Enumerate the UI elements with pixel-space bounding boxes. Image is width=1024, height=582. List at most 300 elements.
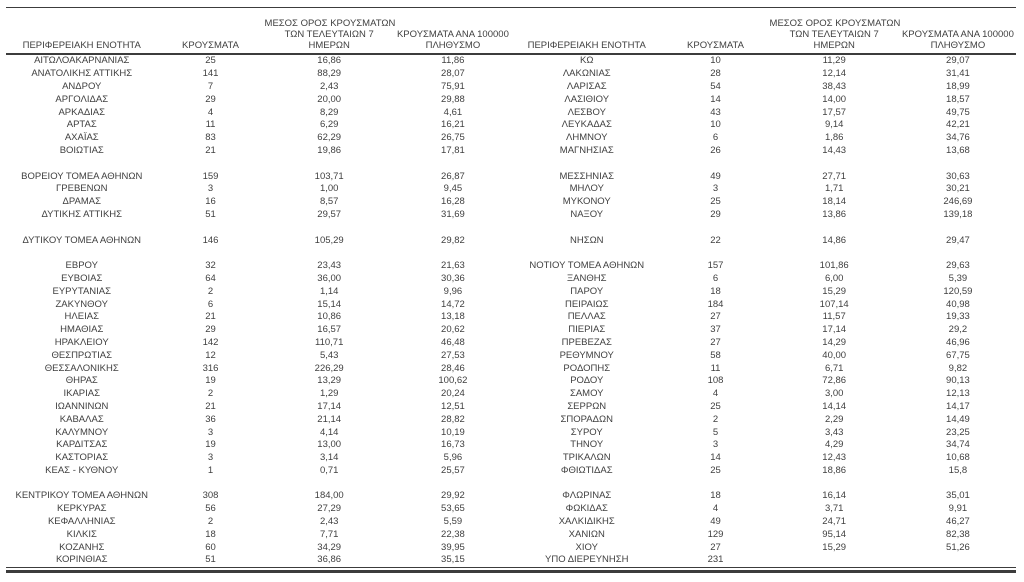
- region-cell: ΞΑΝΘΗΣ: [567, 272, 607, 284]
- avg7-cell: 3,43: [824, 426, 844, 438]
- avg7-cell: 17,14: [822, 324, 847, 336]
- per100k-cell: 139,18: [943, 208, 973, 220]
- avg7-cell: 10,86: [317, 311, 342, 323]
- avg7-cell: 19,86: [317, 144, 342, 156]
- avg7-cell: 6,71: [824, 362, 844, 374]
- cases-cell: [158, 477, 264, 490]
- avg7-cell: 110,71: [315, 336, 344, 348]
- table-row: [511, 54, 1016, 68]
- avg7-cell: 17,14: [317, 400, 342, 412]
- avg7-cell: 72,86: [822, 375, 847, 387]
- region-cell: [6, 477, 158, 490]
- cases-cell: 11: [205, 119, 216, 131]
- avg7-cell: 1,00: [319, 183, 339, 195]
- avg7-cell: 23,43: [317, 260, 342, 272]
- table-row: [511, 119, 1016, 132]
- spacer-row: [511, 477, 1016, 490]
- cases-cell: 316: [202, 362, 219, 374]
- region-cell: ΠΙΕΡΙΑΣ: [568, 324, 606, 336]
- avg7-cell: 226,29: [314, 362, 344, 374]
- avg7-cell: 1,71: [824, 183, 844, 195]
- cases-cell: 18: [710, 285, 721, 297]
- table-row: [511, 285, 1016, 298]
- cases-cell: [158, 157, 264, 170]
- avg7-cell: 3,14: [319, 452, 339, 464]
- table-row: [511, 183, 1016, 196]
- region-cell: [6, 221, 158, 234]
- per100k-cell: 12,13: [946, 388, 970, 400]
- table-row: [511, 465, 1016, 478]
- per100k-cell: 21,63: [441, 260, 465, 272]
- table-row: [511, 413, 1016, 426]
- table-row: [511, 106, 1016, 119]
- region-cell: ΛΕΣΒΟΥ: [567, 106, 606, 118]
- region-cell: ΚΕΡΚΥΡΑΣ: [56, 503, 107, 515]
- per100k-cell: 29,88: [441, 93, 465, 105]
- table-row: [511, 439, 1016, 452]
- region-cell: ΚΑΡΔΙΤΣΑΣ: [56, 439, 108, 451]
- avg7-cell: 17,57: [822, 106, 847, 118]
- region-cell: ΚΑΣΤΟΡΙΑΣ: [55, 452, 109, 464]
- table-row: [511, 209, 1016, 222]
- avg7-cell: 62,29: [317, 132, 342, 144]
- table-row: [6, 234, 511, 247]
- table-row: [6, 68, 511, 81]
- table-row: [511, 81, 1016, 94]
- table-row: [6, 273, 511, 286]
- avg7-cell: 101,86: [819, 260, 849, 272]
- avg7-cell: 16,57: [317, 324, 342, 336]
- table-row: [6, 554, 511, 567]
- cases-cell: 51: [205, 208, 216, 220]
- per100k-cell: [395, 477, 511, 490]
- per100k-cell: 31,41: [946, 68, 970, 80]
- region-cell: ΗΜΑΘΙΑΣ: [60, 324, 104, 336]
- region-cell: ΤΗΝΟΥ: [570, 439, 604, 451]
- header-line: ΗΜΕΡΩΝ: [813, 40, 855, 51]
- table-body-left: [6, 54, 511, 567]
- table-row: [6, 452, 511, 465]
- region-cell: ΑΧΑΪΑΣ: [64, 132, 99, 144]
- table-row: [511, 311, 1016, 324]
- per100k-cell: 34,74: [946, 439, 970, 451]
- table-row: [6, 324, 511, 337]
- per100k-cell: 28,07: [441, 68, 465, 80]
- table-row: [6, 541, 511, 554]
- region-cell: ΜΕΣΣΗΝΙΑΣ: [559, 170, 615, 182]
- avg7-cell: 14,00: [822, 93, 847, 105]
- table-row: [511, 337, 1016, 350]
- avg7-cell: 14,43: [822, 144, 847, 156]
- table-row: [511, 68, 1016, 81]
- avg7-cell: 24,71: [822, 516, 847, 528]
- cases-cell: 5: [712, 426, 719, 438]
- avg7-cell: 16,14: [822, 490, 847, 502]
- cases-cell: 27: [710, 336, 721, 348]
- per100k-cell: 26,75: [441, 132, 465, 144]
- table-row: [6, 503, 511, 516]
- region-cell: ΑΙΤΩΛΟΑΚΑΡΝΑΝΙΑΣ: [34, 55, 130, 67]
- cases-cell: 10: [710, 119, 721, 131]
- per100k-cell: 34,76: [946, 132, 970, 144]
- region-cell: ΜΑΓΝΗΣΙΑΣ: [559, 144, 614, 156]
- avg7-cell: 3,71: [824, 503, 844, 515]
- column-header-cases: ΚΡΟΥΣΜΑΤΑ: [182, 40, 239, 51]
- per100k-cell: 12,51: [441, 400, 465, 412]
- region-cell: ΚΑΒΑΛΑΣ: [59, 413, 104, 425]
- cases-cell: 157: [707, 260, 724, 272]
- avg7-cell: 13,00: [317, 439, 342, 451]
- per100k-cell: 13,18: [441, 311, 465, 323]
- table-row: [511, 426, 1016, 439]
- table-row: [511, 503, 1016, 516]
- per100k-cell: 29,2: [948, 324, 968, 336]
- header-line: ΤΩΝ ΤΕΛΕΥΤΑΙΩΝ 7: [789, 29, 879, 40]
- cases-cell: 29: [205, 93, 216, 105]
- region-cell: ΕΒΡΟΥ: [65, 260, 98, 272]
- region-cell: ΑΝΑΤΟΛΙΚΗΣ ΑΤΤΙΚΗΣ: [31, 68, 133, 80]
- column-header-7day-average: [769, 8, 900, 54]
- per100k-cell: 67,75: [946, 349, 970, 361]
- per100k-cell: 30,21: [946, 183, 970, 195]
- region-cell: ΓΡΕΒΕΝΩΝ: [56, 183, 108, 195]
- per100k-cell: 75,91: [441, 80, 465, 92]
- cases-cell: 32: [205, 260, 216, 272]
- regional-cases-table-left: [6, 8, 511, 567]
- per100k-cell: 14,72: [441, 298, 465, 310]
- cases-cell: [663, 157, 769, 170]
- cases-cell: 6: [712, 132, 719, 144]
- table-row: [511, 375, 1016, 388]
- avg7-cell: 11,57: [822, 311, 846, 323]
- avg7-cell: 0,71: [319, 464, 339, 476]
- region-cell: ΚΩ: [580, 55, 594, 67]
- per100k-cell: 20,62: [441, 324, 465, 336]
- cases-cell: 18: [710, 490, 721, 502]
- avg7-cell: 34,29: [317, 541, 342, 553]
- per100k-cell: 30,36: [441, 272, 465, 284]
- avg7-cell: [264, 247, 395, 260]
- regional-cases-table-right: [511, 8, 1016, 567]
- table-row: [511, 273, 1016, 286]
- region-cell: ΦΛΩΡΙΝΑΣ: [562, 490, 612, 502]
- avg7-cell: 5,43: [319, 349, 339, 361]
- cases-cell: [158, 247, 264, 260]
- region-cell: ΘΕΣΣΑΛΟΝΙΚΗΣ: [44, 362, 119, 374]
- region-cell: ΔΡΑΜΑΣ: [62, 196, 101, 208]
- per100k-cell: 11,86: [441, 55, 465, 67]
- region-cell: ΘΗΡΑΣ: [65, 375, 98, 387]
- avg7-cell: 2,43: [319, 80, 339, 92]
- per100k-cell: 53,65: [441, 503, 465, 515]
- cases-cell: 22: [710, 234, 721, 246]
- per100k-cell: 10,68: [946, 452, 970, 464]
- per100k-cell: 27,53: [441, 349, 465, 361]
- region-cell: ΚΕΑΣ - ΚΥΘΝΟΥ: [45, 464, 119, 476]
- region-cell: ΛΕΥΚΑΔΑΣ: [561, 119, 612, 131]
- avg7-cell: 95,14: [822, 528, 847, 540]
- cases-cell: 64: [205, 272, 216, 284]
- region-cell: ΠΑΡΟΥ: [570, 285, 604, 297]
- column-header-7day-average: [264, 8, 395, 54]
- avg7-cell: 12,43: [822, 452, 847, 464]
- per100k-cell: [395, 157, 511, 170]
- avg7-cell: 103,71: [314, 170, 344, 182]
- region-cell: ΛΑΣΙΘΙΟΥ: [564, 93, 610, 105]
- avg7-cell: 184,00: [314, 490, 344, 502]
- region-cell: ΣΥΡΟΥ: [570, 426, 603, 438]
- cases-cell: 4: [207, 106, 214, 118]
- avg7-cell: 18,14: [822, 196, 847, 208]
- header-line: ΤΩΝ ΤΕΛΕΥΤΑΙΩΝ 7: [284, 29, 374, 40]
- column-header-region: ΠΕΡΙΦΕΡΕΙΑΚΗ ΕΝΟΤΗΤΑ: [22, 40, 141, 51]
- per100k-cell: 23,25: [946, 426, 970, 438]
- cases-cell: 43: [710, 106, 721, 118]
- spacer-row: [511, 247, 1016, 260]
- cases-cell: 4: [712, 503, 719, 515]
- cases-cell: 2: [712, 413, 719, 425]
- table-row: [6, 132, 511, 145]
- table-row: [6, 516, 511, 529]
- table-row: [6, 401, 511, 414]
- avg7-cell: 15,29: [822, 285, 847, 297]
- cases-cell: 2: [207, 516, 214, 528]
- per100k-cell: 90,13: [946, 375, 970, 387]
- cases-cell: 4: [712, 388, 719, 400]
- avg7-cell: 2,29: [824, 413, 844, 425]
- header-line: ΚΡΟΥΣΜΑΤΑ ΑΝΑ 100000: [901, 29, 1014, 40]
- table-row: [6, 311, 511, 324]
- per100k-cell: 29,47: [946, 234, 970, 246]
- cases-cell: 12: [205, 349, 216, 361]
- cases-cell: 231: [707, 554, 724, 566]
- per100k-cell: 28,82: [441, 413, 465, 425]
- region-cell: ΚΟΖΑΝΗΣ: [59, 541, 105, 553]
- cases-cell: 83: [205, 132, 216, 144]
- cases-cell: 11: [710, 362, 721, 374]
- avg7-cell: 27,29: [317, 503, 342, 515]
- region-cell: ΑΡΚΑΔΙΑΣ: [58, 106, 106, 118]
- region-cell: ΝΗΣΩΝ: [569, 234, 604, 246]
- cases-cell: 25: [710, 400, 721, 412]
- per100k-cell: 16,28: [441, 196, 465, 208]
- avg7-cell: 9,14: [824, 119, 844, 131]
- region-cell: ΜΥΚΟΝΟΥ: [562, 196, 611, 208]
- region-cell: ΗΛΕΙΑΣ: [64, 311, 99, 323]
- table-row: [511, 401, 1016, 414]
- table-row: [6, 209, 511, 222]
- cases-cell: 29: [205, 324, 216, 336]
- table-row: [6, 260, 511, 273]
- per100k-cell: 9,45: [443, 183, 463, 195]
- region-cell: ΒΟΡΕΙΟΥ ΤΟΜΕΑ ΑΘΗΝΩΝ: [21, 170, 143, 182]
- avg7-cell: 14,29: [822, 336, 847, 348]
- cases-cell: 28: [710, 68, 721, 80]
- per100k-cell: 16,73: [441, 439, 465, 451]
- table-row: [511, 298, 1016, 311]
- cases-cell: 49: [710, 516, 721, 528]
- per100k-cell: [900, 157, 1016, 170]
- cases-cell: 58: [710, 349, 721, 361]
- region-cell: ΚΕΦΑΛΛΗΝΙΑΣ: [47, 516, 116, 528]
- avg7-cell: 7,71: [319, 528, 339, 540]
- avg7-cell: 6,29: [319, 119, 339, 131]
- cases-cell: 36: [205, 413, 216, 425]
- table-row: [6, 298, 511, 311]
- table-row: [511, 490, 1016, 503]
- cases-cell: 25: [710, 196, 721, 208]
- avg7-cell: [769, 157, 900, 170]
- table-row: [6, 54, 511, 68]
- per100k-cell: 29,92: [441, 490, 465, 502]
- avg7-cell: 38,43: [822, 80, 847, 92]
- cases-cell: 19: [205, 375, 216, 387]
- table-body-right: [511, 54, 1016, 567]
- cases-cell: 21: [205, 311, 216, 323]
- cases-cell: 142: [202, 336, 219, 348]
- avg7-cell: 18,86: [822, 464, 847, 476]
- cases-cell: 16: [205, 196, 216, 208]
- avg7-cell: 13,29: [317, 375, 342, 387]
- region-cell: ΠΡΕΒΕΖΑΣ: [561, 336, 612, 348]
- region-cell: ΥΠΟ ΔΙΕΡΕΥΝΗΣΗ: [545, 554, 629, 566]
- cases-cell: 19: [205, 439, 216, 451]
- per100k-cell: 51,26: [946, 541, 970, 553]
- avg7-cell: 8,29: [319, 106, 339, 118]
- per100k-cell: 19,33: [946, 311, 970, 323]
- region-cell: [511, 157, 663, 170]
- per100k-cell: 49,75: [946, 106, 970, 118]
- per100k-cell: 46,27: [946, 516, 970, 528]
- table-row: [511, 196, 1016, 209]
- cases-cell: 26: [710, 144, 721, 156]
- header-line: ΠΛΗΘΥΣΜΟ: [930, 40, 986, 51]
- per100k-cell: [395, 247, 511, 260]
- region-cell: [6, 157, 158, 170]
- cases-cell: 1: [207, 464, 214, 476]
- cases-cell: 18: [205, 528, 216, 540]
- spacer-row: [6, 221, 511, 234]
- column-header-cases-per-100k: [900, 8, 1016, 54]
- cases-cell: [663, 477, 769, 490]
- avg7-cell: 88,29: [317, 68, 342, 80]
- region-cell: ΕΥΒΟΙΑΣ: [61, 272, 103, 284]
- spacer-row: [511, 157, 1016, 170]
- region-cell: ΤΡΙΚΑΛΩΝ: [562, 452, 611, 464]
- region-cell: ΑΝΔΡΟΥ: [62, 80, 102, 92]
- table-row: [6, 170, 511, 183]
- table-row: [6, 145, 511, 158]
- avg7-cell: [769, 247, 900, 260]
- region-cell: ΛΗΜΝΟΥ: [566, 132, 608, 144]
- cases-cell: 3: [712, 439, 719, 451]
- per100k-cell: [900, 477, 1016, 490]
- avg7-cell: 1,29: [319, 388, 339, 400]
- avg7-cell: 105,29: [314, 234, 344, 246]
- region-cell: ΙΩΑΝΝΙΝΩΝ: [55, 400, 109, 412]
- per100k-cell: 5,59: [443, 516, 463, 528]
- avg7-cell: 13,86: [822, 208, 847, 220]
- avg7-cell: 8,57: [319, 196, 339, 208]
- cases-cell: 10: [710, 55, 721, 67]
- per100k-cell: 25,57: [441, 464, 465, 476]
- two-column-table-grid: [6, 7, 1016, 568]
- table-row: [511, 234, 1016, 247]
- avg7-cell: 1,86: [824, 132, 844, 144]
- table-row: [6, 183, 511, 196]
- cases-cell: 2: [207, 285, 214, 297]
- cases-cell: 56: [205, 503, 216, 515]
- per100k-cell: 100,62: [438, 375, 468, 387]
- per100k-cell: 31,69: [441, 208, 465, 220]
- table-row: [511, 260, 1016, 273]
- region-cell: ΝΟΤΙΟΥ ΤΟΜΕΑ ΑΘΗΝΩΝ: [529, 260, 645, 272]
- table-row: [6, 196, 511, 209]
- cases-cell: 3: [712, 183, 719, 195]
- region-cell: ΣΑΜΟΥ: [569, 388, 604, 400]
- table-row: [511, 349, 1016, 362]
- spacer-row: [6, 477, 511, 490]
- region-cell: ΕΥΡΥΤΑΝΙΑΣ: [52, 285, 111, 297]
- avg7-cell: [769, 554, 900, 567]
- table-row: [6, 528, 511, 541]
- cases-cell: 2: [207, 388, 214, 400]
- region-cell: ΠΕΙΡΑΙΩΣ: [565, 298, 609, 310]
- cases-cell: 141: [202, 68, 219, 80]
- table-row: [6, 337, 511, 350]
- per100k-cell: 22,38: [441, 528, 465, 540]
- avg7-cell: 15,29: [822, 541, 847, 553]
- cases-cell: 108: [707, 375, 724, 387]
- cases-cell: 308: [202, 490, 219, 502]
- per100k-cell: 35,15: [441, 554, 465, 566]
- table-row: [6, 375, 511, 388]
- avg7-cell: 4,29: [824, 439, 844, 451]
- per100k-cell: [395, 221, 511, 234]
- cases-cell: 6: [207, 298, 214, 310]
- table-row: [6, 465, 511, 478]
- avg7-cell: [264, 157, 395, 170]
- avg7-cell: 20,00: [317, 93, 342, 105]
- region-cell: ΔΥΤΙΚΗΣ ΑΤΤΙΚΗΣ: [41, 208, 123, 220]
- table-row: [6, 413, 511, 426]
- table-row: [511, 528, 1016, 541]
- column-header-cases: ΚΡΟΥΣΜΑΤΑ: [687, 40, 744, 51]
- per100k-cell: 28,46: [441, 362, 465, 374]
- region-cell: ΡΕΘΥΜΝΟΥ: [559, 349, 614, 361]
- avg7-cell: 36,00: [317, 272, 342, 284]
- table-row: [6, 362, 511, 375]
- table-row: [511, 541, 1016, 554]
- avg7-cell: [769, 477, 900, 490]
- header-line: ΚΡΟΥΣΜΑΤΑ ΑΝΑ 100000: [396, 29, 509, 40]
- per100k-cell: [900, 221, 1016, 234]
- region-cell: ΧΑΛΚΙΔΙΚΗΣ: [558, 516, 615, 528]
- per100k-cell: 29,07: [946, 55, 970, 67]
- region-cell: ΑΡΤΑΣ: [66, 119, 97, 131]
- avg7-cell: 107,14: [819, 298, 849, 310]
- cases-cell: 3: [207, 452, 214, 464]
- header-row: [6, 8, 511, 54]
- avg7-cell: 2,43: [319, 516, 339, 528]
- cases-cell: 21: [205, 400, 216, 412]
- per100k-cell: 13,68: [946, 144, 970, 156]
- cases-cell: 3: [207, 426, 214, 438]
- cases-cell: 49: [710, 170, 721, 182]
- region-cell: ΝΑΞΟΥ: [570, 208, 604, 220]
- region-cell: ΜΗΛΟΥ: [569, 183, 604, 195]
- table-row: [6, 119, 511, 132]
